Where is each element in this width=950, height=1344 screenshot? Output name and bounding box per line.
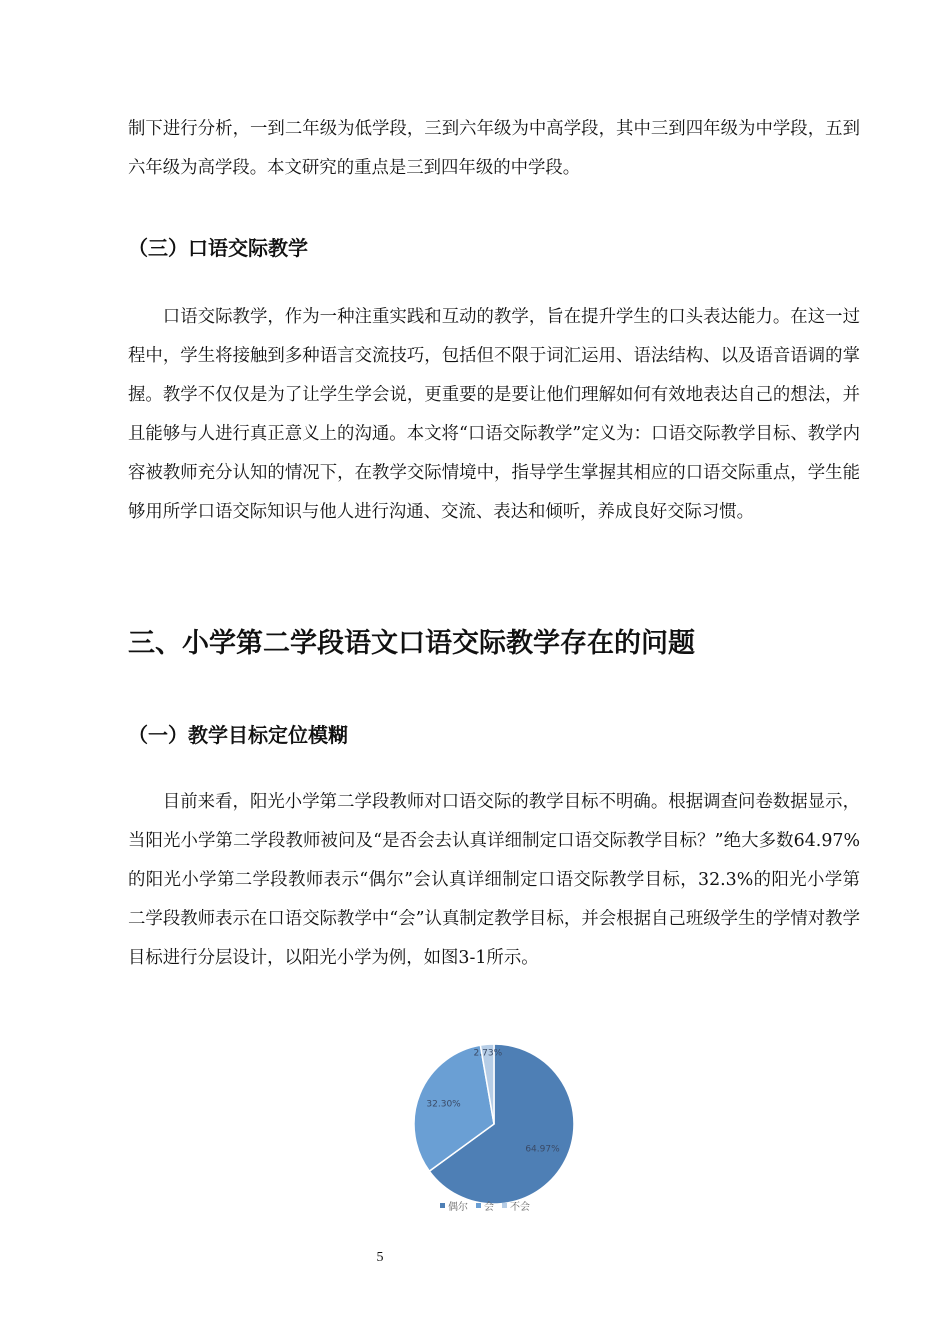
heading-section-three: 三、小学第二学段语文口语交际教学存在的问题 <box>128 628 695 659</box>
legend-label-2: 会 <box>484 1202 494 1213</box>
paragraph-definition: 口语交际教学，作为一种注重实践和互动的教学，旨在提升学生的口头表达能力。在这一过程中，学生将接触到多种语言交流技巧，包括但不限于词汇运用、语法结构、以及语音语调的掌握。教学不仅仅是为了让学生学会说，更重要的是要让他们理解如何有效地表达自己的想法，并且能够与人进行真正意义上的沟通。本文将“口语交际教学”定义为：口语交际教学目标、教学内容被教师充分认知的情况下，在教学交际情境中，指导学生掌握其相应的口语交际重点，学生能够用所学口语交际知识与他人进行沟通、交流、表达和倾听，养成良好交际习惯。 <box>128 307 860 522</box>
legend-item-1 <box>440 1198 468 1213</box>
heading-teaching-goal-vague: （一）教学目标定位模糊 <box>128 723 348 747</box>
legend-swatch-2 <box>476 1203 481 1208</box>
pie-slice-label-1: 64.97% <box>525 1144 560 1155</box>
legend-label-1: 偶尔 <box>448 1202 468 1213</box>
pie-chart <box>400 1030 590 1220</box>
heading-oral-communication-teaching: （三）口语交际教学 <box>128 236 308 260</box>
legend-item-2 <box>476 1198 494 1213</box>
legend-label-3: 不会 <box>510 1202 530 1213</box>
paragraph-intro-continuation: 制下进行分析，一到二年级为低学段，三到六年级为中高学段，其中三到四年级为中学段，五到六年级为高学段。本文研究的重点是三到四年级的中学段。 <box>128 119 860 178</box>
legend-swatch-3 <box>502 1203 507 1208</box>
legend-swatch-1 <box>440 1203 445 1208</box>
page-number: 5 <box>376 1250 384 1265</box>
legend-item-3 <box>502 1198 530 1213</box>
chart-legend <box>440 1198 580 1213</box>
paragraph-survey-findings: 目前来看，阳光小学第二学段教师对口语交际的教学目标不明确。根据调查问卷数据显示，当阳光小学第二学段教师被问及“是否会去认真详细制定口语交际教学目标？”绝大多数64.97%的阳光小学第二学段教师表示“偶尔”会认真详细制定口语交际教学目标，32.3%的阳光小学第二学段教师表示在口语交际教学中“会”认真制定教学目标，并会根据自己班级学生的学情对教学目标进行分层设计，以阳光小学为例，如图3-1所示。 <box>128 792 860 968</box>
pie-slice-label-2: 32.30% <box>426 1099 461 1110</box>
pie-slice-label-3: 2.73% <box>473 1048 503 1059</box>
